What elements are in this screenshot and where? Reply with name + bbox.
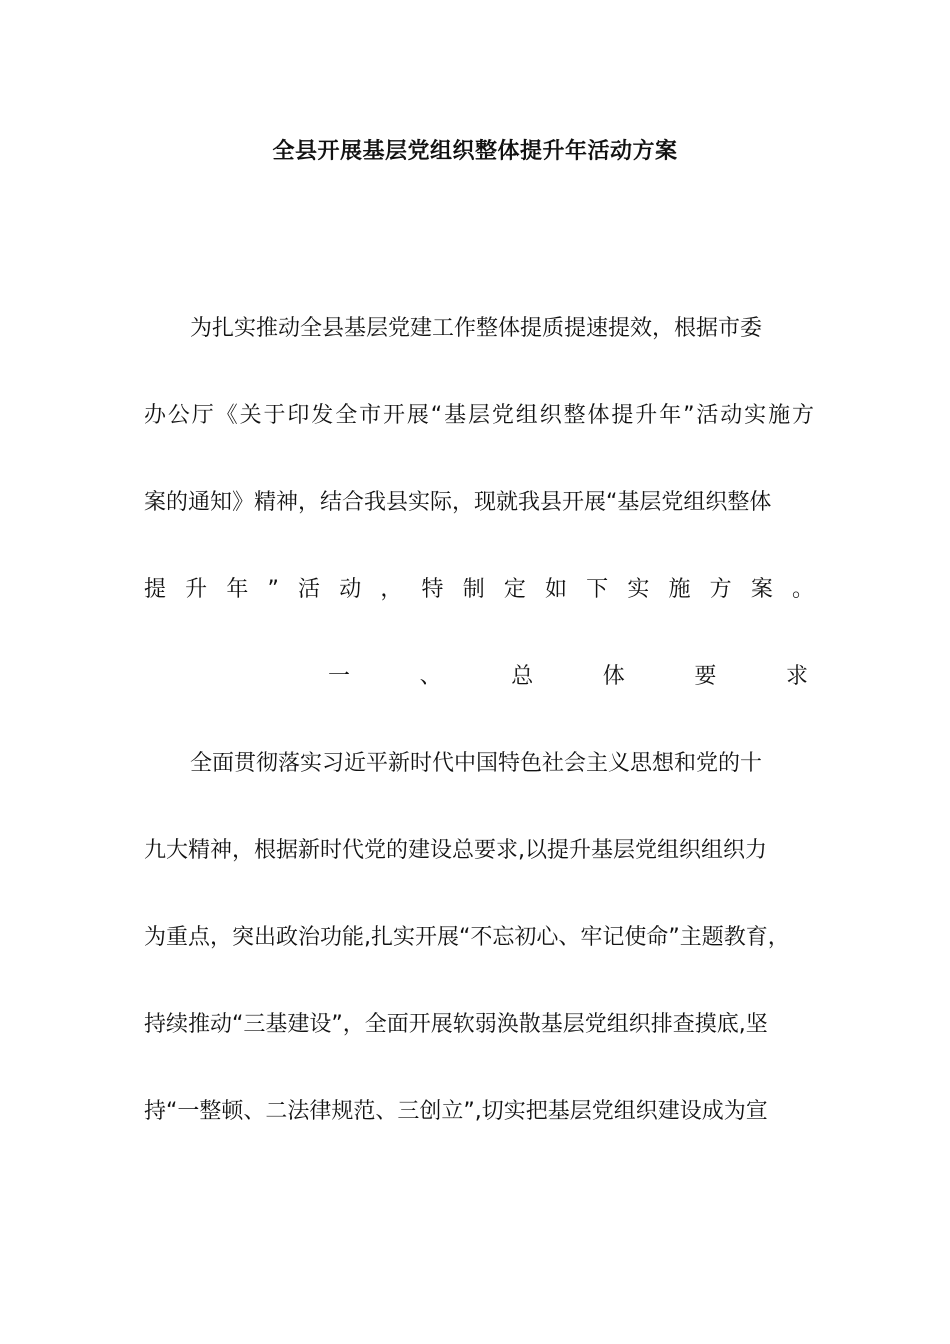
paragraph-line-6: 九大精神，根据新时代党的建设总要求,以提升基层党组织组织力 [144, 838, 767, 863]
paragraph-line-3: 案的通知》精神，结合我县实际，现就我县开展“基层党组织整体 [144, 490, 772, 515]
paragraph-line-5: 全面贯彻落实习近平新时代中国特色社会主义思想和党的十 [190, 751, 763, 776]
document-title: 全县开展基层党组织整体提升年活动方案 [272, 139, 678, 164]
paragraph-line-8: 持续推动“三基建设”，全面开展软弱涣散基层党组织排查摸底,坚 [144, 1012, 768, 1037]
section-heading: 一、总体要求 [328, 664, 808, 689]
paragraph-line-9: 持“一整顿、二法律规范、三创立”,切实把基层党组织建设成为宣 [144, 1099, 768, 1124]
paragraph-line-4: 提升年”活动，特制定如下实施方案。 [144, 577, 814, 602]
paragraph-line-1: 为扎实推动全县基层党建工作整体提质提速提效，根据市委 [190, 316, 763, 341]
paragraph-line-2: 办公厅《关于印发全市开展“基层党组织整体提升年”活动实施方 [144, 403, 814, 428]
paragraph-line-7: 为重点，突出政治功能,扎实开展“不忘初心、牢记使命”主题教育， [144, 925, 790, 950]
